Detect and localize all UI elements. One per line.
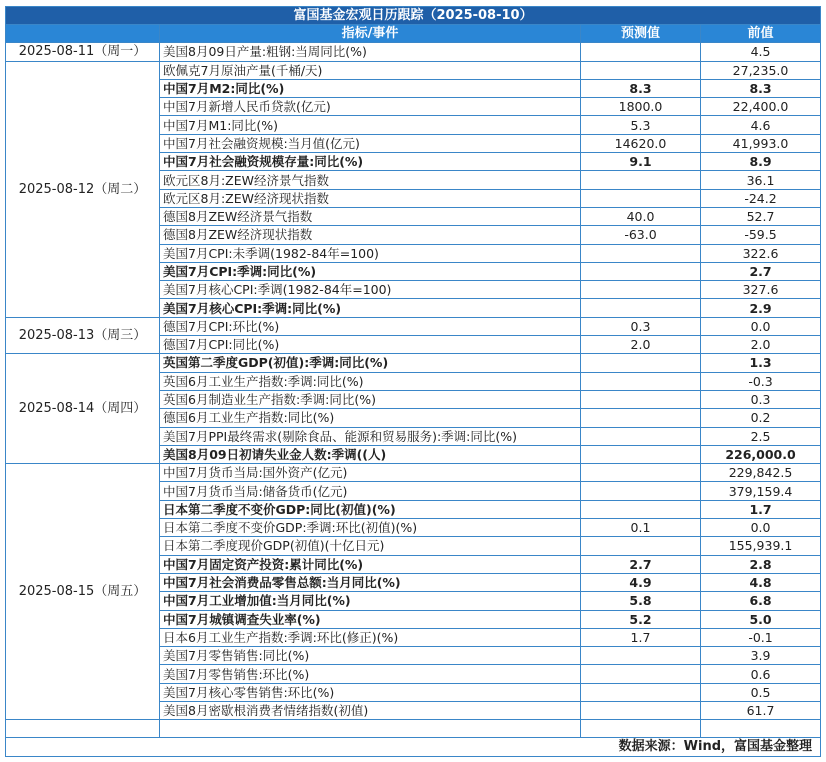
indicator-cell: 中国7月M2:同比(%): [160, 79, 581, 97]
title-row: [6, 7, 821, 25]
previous-cell: -59.5: [701, 226, 821, 244]
forecast-cell: 2.0: [581, 336, 701, 354]
forecast-cell: 0.1: [581, 519, 701, 537]
forecast-cell: [581, 390, 701, 408]
forecast-cell: [581, 482, 701, 500]
indicator-cell: 美国8月09日初请失业金人数:季调((人): [160, 445, 581, 463]
previous-cell: 5.0: [701, 610, 821, 628]
indicator-cell: 德国6月工业生产指数:同比(%): [160, 409, 581, 427]
forecast-cell: 40.0: [581, 207, 701, 225]
indicator-cell: 德国7月CPI:环比(%): [160, 317, 581, 335]
previous-cell: 2.0: [701, 336, 821, 354]
table-title: 富国基金宏观日历跟踪（2025-08-10）: [6, 7, 821, 25]
spacer-cell: [701, 720, 821, 738]
forecast-cell: [581, 445, 701, 463]
indicator-cell: 日本第二季度现价GDP(初值)(十亿日元): [160, 537, 581, 555]
forecast-cell: [581, 43, 701, 61]
previous-cell: 8.9: [701, 153, 821, 171]
previous-cell: 3.9: [701, 647, 821, 665]
table-row: [6, 43, 821, 61]
previous-cell: 229,842.5: [701, 464, 821, 482]
macro-calendar: [5, 6, 820, 757]
spacer-cell: [160, 720, 581, 738]
forecast-cell: [581, 262, 701, 280]
indicator-cell: 中国7月M1:同比(%): [160, 116, 581, 134]
indicator-cell: 英国6月工业生产指数:季调:同比(%): [160, 372, 581, 390]
indicator-cell: 英国6月制造业生产指数:季调:同比(%): [160, 390, 581, 408]
previous-cell: 6.8: [701, 592, 821, 610]
date-cell: 2025-08-13（周三）: [6, 317, 160, 354]
previous-cell: 4.6: [701, 116, 821, 134]
forecast-cell: 5.2: [581, 610, 701, 628]
forecast-cell: 1.7: [581, 628, 701, 646]
indicator-cell: 美国7月核心CPI:季调(1982-84年=100): [160, 281, 581, 299]
forecast-cell: [581, 354, 701, 372]
indicator-cell: 美国7月核心CPI:季调:同比(%): [160, 299, 581, 317]
previous-cell: 155,939.1: [701, 537, 821, 555]
previous-cell: 2.5: [701, 427, 821, 445]
indicator-cell: 中国7月货币当局:国外资产(亿元): [160, 464, 581, 482]
previous-cell: 0.6: [701, 665, 821, 683]
indicator-cell: 美国7月PPI最终需求(剔除食品、能源和贸易服务):季调:同比(%): [160, 427, 581, 445]
forecast-cell: [581, 171, 701, 189]
table-row: [6, 61, 821, 79]
table-row: [6, 464, 821, 482]
indicator-cell: 中国7月工业增加值:当月同比(%): [160, 592, 581, 610]
indicator-cell: 德国7月CPI:同比(%): [160, 336, 581, 354]
calendar-table: [5, 6, 821, 757]
indicator-cell: 中国7月固定资产投资:累计同比(%): [160, 555, 581, 573]
previous-cell: 379,159.4: [701, 482, 821, 500]
indicator-cell: 美国7月CPI:季调:同比(%): [160, 262, 581, 280]
previous-cell: 36.1: [701, 171, 821, 189]
table-row: [6, 354, 821, 372]
previous-cell: -0.3: [701, 372, 821, 390]
previous-cell: 4.8: [701, 573, 821, 591]
indicator-cell: 中国7月新增人民币贷款(亿元): [160, 98, 581, 116]
forecast-cell: [581, 409, 701, 427]
indicator-cell: 德国8月ZEW经济现状指数: [160, 226, 581, 244]
spacer-cell: [581, 720, 701, 738]
indicator-cell: 中国7月社会融资规模:当月值(亿元): [160, 134, 581, 152]
forecast-cell: [581, 189, 701, 207]
spacer-cell: [6, 720, 160, 738]
forecast-cell: 2.7: [581, 555, 701, 573]
forecast-cell: [581, 244, 701, 262]
header-row: [6, 25, 821, 43]
forecast-cell: 0.3: [581, 317, 701, 335]
indicator-cell: 中国7月社会融资规模存量:同比(%): [160, 153, 581, 171]
indicator-cell: 日本第二季度不变价GDP:季调:环比(初值)(%): [160, 519, 581, 537]
previous-cell: 8.3: [701, 79, 821, 97]
forecast-cell: [581, 299, 701, 317]
forecast-cell: 8.3: [581, 79, 701, 97]
header-indicator: 指标/事件: [160, 25, 581, 43]
indicator-cell: 中国7月社会消费品零售总额:当月同比(%): [160, 573, 581, 591]
previous-cell: 2.9: [701, 299, 821, 317]
previous-cell: 27,235.0: [701, 61, 821, 79]
forecast-cell: 5.3: [581, 116, 701, 134]
previous-cell: 4.5: [701, 43, 821, 61]
previous-cell: -0.1: [701, 628, 821, 646]
indicator-cell: 欧佩克7月原油产量(千桶/天): [160, 61, 581, 79]
indicator-cell: 中国7月货币当局:储备货币(亿元): [160, 482, 581, 500]
forecast-cell: 1800.0: [581, 98, 701, 116]
forecast-cell: [581, 61, 701, 79]
previous-cell: 41,993.0: [701, 134, 821, 152]
calendar-body: [6, 7, 821, 757]
previous-cell: -24.2: [701, 189, 821, 207]
forecast-cell: 9.1: [581, 153, 701, 171]
indicator-cell: 美国8月密歇根消费者情绪指数(初值): [160, 701, 581, 719]
indicator-cell: 美国7月零售销售:环比(%): [160, 665, 581, 683]
forecast-cell: [581, 647, 701, 665]
indicator-cell: 美国7月零售销售:同比(%): [160, 647, 581, 665]
previous-cell: 322.6: [701, 244, 821, 262]
date-cell: 2025-08-14（周四）: [6, 354, 160, 464]
forecast-cell: [581, 537, 701, 555]
indicator-cell: 欧元区8月:ZEW经济景气指数: [160, 171, 581, 189]
previous-cell: 22,400.0: [701, 98, 821, 116]
indicator-cell: 英国第二季度GDP(初值):季调:同比(%): [160, 354, 581, 372]
source-note: 数据来源：Wind，富国基金整理: [6, 738, 821, 756]
previous-cell: 226,000.0: [701, 445, 821, 463]
source-row: [6, 738, 821, 756]
previous-cell: 0.5: [701, 683, 821, 701]
forecast-cell: [581, 665, 701, 683]
date-cell: 2025-08-12（周二）: [6, 61, 160, 317]
previous-cell: 0.2: [701, 409, 821, 427]
indicator-cell: 欧元区8月:ZEW经济现状指数: [160, 189, 581, 207]
date-cell: 2025-08-11（周一）: [6, 43, 160, 61]
forecast-cell: [581, 427, 701, 445]
previous-cell: 0.0: [701, 317, 821, 335]
previous-cell: 327.6: [701, 281, 821, 299]
previous-cell: 0.0: [701, 519, 821, 537]
forecast-cell: 5.8: [581, 592, 701, 610]
previous-cell: 2.7: [701, 262, 821, 280]
forecast-cell: [581, 281, 701, 299]
indicator-cell: 日本第二季度不变价GDP:同比(初值)(%): [160, 500, 581, 518]
forecast-cell: [581, 683, 701, 701]
date-cell: 2025-08-15（周五）: [6, 464, 160, 720]
previous-cell: 52.7: [701, 207, 821, 225]
table-row: [6, 317, 821, 335]
indicator-cell: 德国8月ZEW经济景气指数: [160, 207, 581, 225]
spacer-row: [6, 720, 821, 738]
forecast-cell: [581, 464, 701, 482]
forecast-cell: -63.0: [581, 226, 701, 244]
forecast-cell: 4.9: [581, 573, 701, 591]
indicator-cell: 美国7月CPI:未季调(1982-84年=100): [160, 244, 581, 262]
forecast-cell: [581, 500, 701, 518]
previous-cell: 0.3: [701, 390, 821, 408]
indicator-cell: 美国8月09日产量:粗钢:当周同比(%): [160, 43, 581, 61]
header-previous: 前值: [701, 25, 821, 43]
previous-cell: 1.7: [701, 500, 821, 518]
forecast-cell: 14620.0: [581, 134, 701, 152]
forecast-cell: [581, 372, 701, 390]
indicator-cell: 中国7月城镇调查失业率(%): [160, 610, 581, 628]
previous-cell: 2.8: [701, 555, 821, 573]
previous-cell: 1.3: [701, 354, 821, 372]
indicator-cell: 美国7月核心零售销售:环比(%): [160, 683, 581, 701]
indicator-cell: 日本6月工业生产指数:季调:环比(修正)(%): [160, 628, 581, 646]
previous-cell: 61.7: [701, 701, 821, 719]
header-date: [6, 25, 160, 43]
header-forecast: 预测值: [581, 25, 701, 43]
forecast-cell: [581, 701, 701, 719]
